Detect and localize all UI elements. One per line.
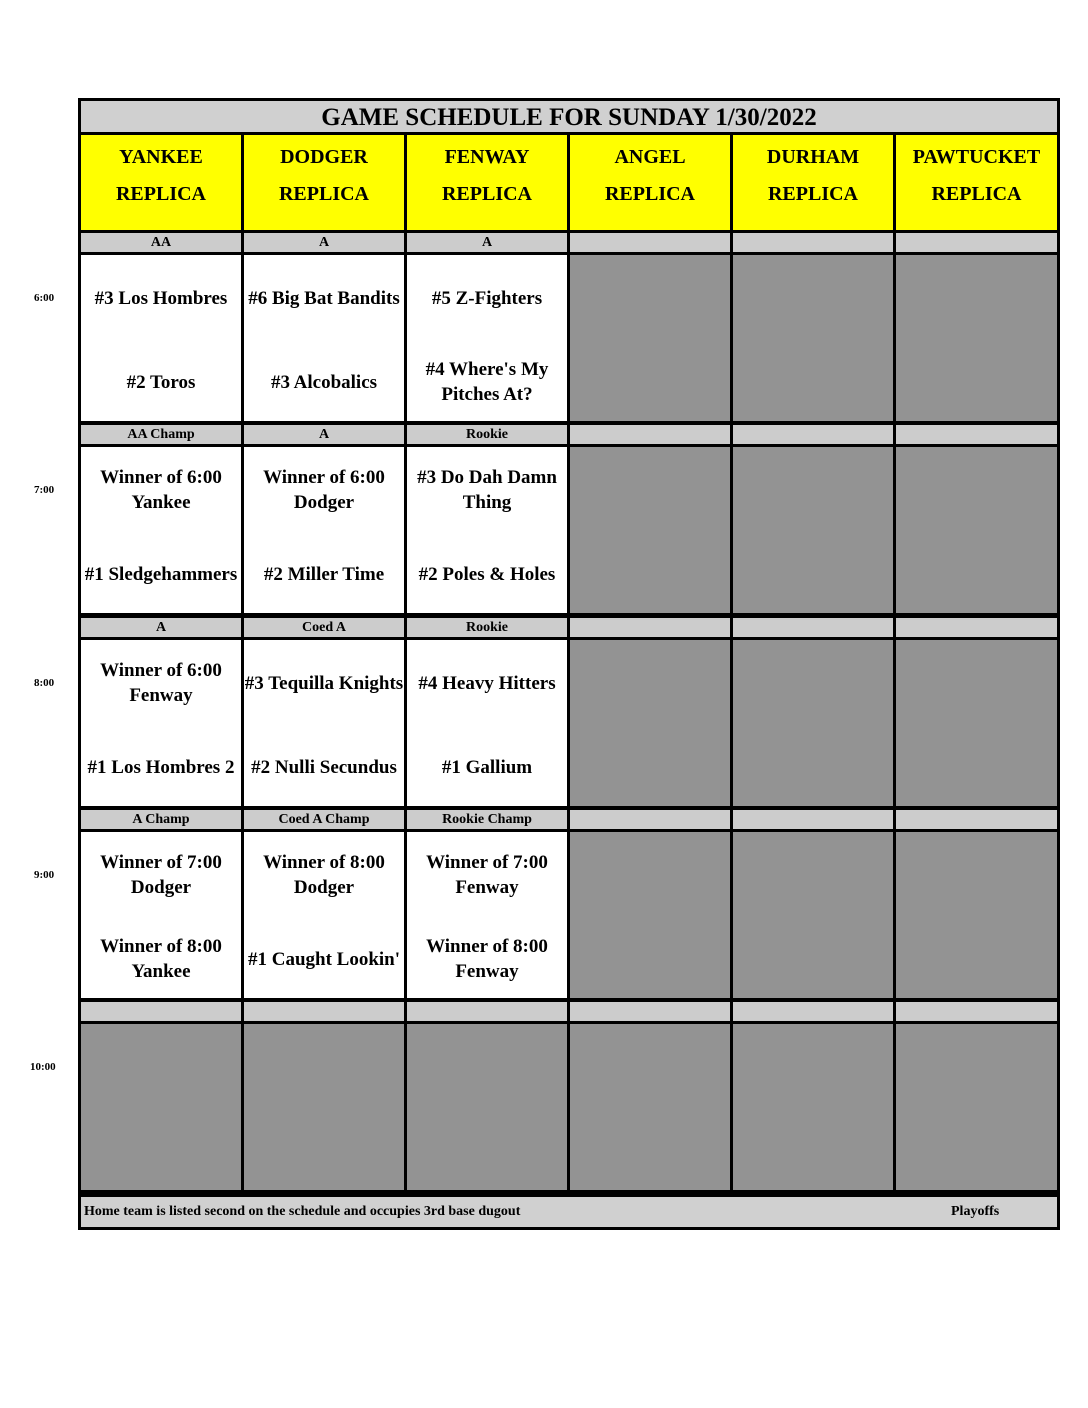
- game-cell: [81, 832, 241, 998]
- empty-slot: [570, 1024, 730, 1190]
- field-subtitle: REPLICA: [931, 183, 1022, 205]
- home-team: Winner of 8:00 Fenway: [426, 936, 548, 982]
- field-name: PAWTUCKET: [912, 146, 1041, 168]
- field-name: FENWAY: [444, 146, 530, 168]
- schedule-table: [78, 98, 1060, 1230]
- empty-slot: [896, 1024, 1057, 1190]
- playoffs-label: Playoffs: [951, 1204, 1000, 1219]
- division-label: A: [244, 425, 404, 444]
- home-team: #1 Sledgehammers: [84, 563, 238, 585]
- home-team: #1 Los Hombres 2: [87, 756, 235, 778]
- empty-slot: [81, 1024, 241, 1190]
- home-team: #2 Poles & Holes: [418, 563, 556, 585]
- division-label: A: [407, 233, 567, 252]
- division-label: AA: [81, 233, 241, 252]
- empty-slot: [896, 832, 1057, 998]
- division-label: Rookie Champ: [407, 810, 567, 829]
- away-team: #5 Z-Fighters: [431, 287, 543, 309]
- away-team: Winner of 6:00 Dodger: [263, 467, 385, 513]
- home-team-note: Home team is listed second on the schedule and occupies 3rd base dugout: [84, 1204, 521, 1219]
- division-label: Rookie: [407, 425, 567, 444]
- empty-slot: [733, 447, 893, 613]
- division-label: [896, 618, 1057, 637]
- footer-row: [81, 1197, 1057, 1227]
- field-header-4: [733, 135, 893, 230]
- division-label: [733, 425, 893, 444]
- division-label: [570, 618, 730, 637]
- empty-slot: [733, 832, 893, 998]
- game-cell: [407, 447, 567, 613]
- away-team: #3 Tequilla Knights: [244, 672, 404, 694]
- game-cell: [81, 255, 241, 421]
- field-subtitle: REPLICA: [278, 183, 369, 205]
- game-cell: [244, 447, 404, 613]
- field-header-0: [81, 135, 241, 230]
- empty-slot: [244, 1024, 404, 1190]
- empty-slot: [407, 1024, 567, 1190]
- away-team: Winner of 6:00 Yankee: [100, 467, 222, 513]
- time-label: 10:00: [30, 1061, 56, 1073]
- home-team: #2 Nulli Secundus: [251, 756, 397, 778]
- game-cell: [244, 255, 404, 421]
- division-label: [570, 1002, 730, 1021]
- game-cell: [81, 447, 241, 613]
- division-label: [81, 1002, 241, 1021]
- empty-slot: [896, 447, 1057, 613]
- division-label: Coed A: [244, 618, 404, 637]
- division-label: [570, 425, 730, 444]
- field-subtitle: REPLICA: [115, 183, 206, 205]
- empty-slot: [733, 255, 893, 421]
- division-label: [733, 1002, 893, 1021]
- empty-slot: [570, 640, 730, 806]
- field-subtitle: REPLICA: [604, 183, 695, 205]
- division-label: AA Champ: [81, 425, 241, 444]
- game-cell: [244, 640, 404, 806]
- home-team: #3 Alcobalics: [270, 371, 378, 393]
- game-cell: [244, 832, 404, 998]
- empty-slot: [570, 255, 730, 421]
- away-team: Winner of 7:00 Dodger: [100, 852, 222, 898]
- away-team: #3 Do Dah Damn Thing: [417, 467, 557, 513]
- time-label: 8:00: [34, 677, 55, 689]
- field-subtitle: REPLICA: [441, 183, 532, 205]
- field-subtitle: REPLICA: [767, 183, 858, 205]
- division-label: [896, 425, 1057, 444]
- empty-slot: [733, 1024, 893, 1190]
- field-header-3: [570, 135, 730, 230]
- empty-slot: [733, 640, 893, 806]
- home-team: #1 Gallium: [441, 756, 533, 778]
- division-label: [570, 233, 730, 252]
- field-header-1: [244, 135, 404, 230]
- division-label: [733, 618, 893, 637]
- home-team: #2 Toros: [126, 371, 196, 393]
- division-label: A: [81, 618, 241, 637]
- home-team: Winner of 8:00 Yankee: [100, 936, 222, 982]
- empty-slot: [896, 255, 1057, 421]
- field-name: ANGEL: [614, 146, 686, 168]
- home-team: #1 Caught Lookin': [247, 948, 401, 970]
- game-cell: [407, 832, 567, 998]
- division-label: Rookie: [407, 618, 567, 637]
- division-label: [896, 810, 1057, 829]
- game-cell: [407, 640, 567, 806]
- division-label: [896, 1002, 1057, 1021]
- empty-slot: [570, 447, 730, 613]
- time-label: 9:00: [34, 869, 55, 881]
- time-label: 6:00: [34, 292, 55, 304]
- home-team: #2 Miller Time: [263, 563, 385, 585]
- away-team: Winner of 8:00 Dodger: [263, 852, 385, 898]
- division-label: [570, 810, 730, 829]
- division-label: [896, 233, 1057, 252]
- schedule-title: GAME SCHEDULE FOR SUNDAY 1/30/2022: [81, 101, 1057, 135]
- home-team: #4 Where's My Pitches At?: [425, 359, 549, 405]
- empty-slot: [570, 832, 730, 998]
- field-name: DODGER: [280, 146, 368, 168]
- away-team: #6 Big Bat Bandits: [248, 287, 400, 309]
- division-label: A: [244, 233, 404, 252]
- division-label: A Champ: [81, 810, 241, 829]
- field-header-5: [896, 135, 1057, 230]
- away-team: #4 Heavy Hitters: [418, 672, 556, 694]
- away-team: Winner of 7:00 Fenway: [426, 852, 548, 898]
- game-cell: [81, 640, 241, 806]
- division-label: [407, 1002, 567, 1021]
- empty-slot: [896, 640, 1057, 806]
- game-cell: [407, 255, 567, 421]
- time-label: 7:00: [34, 484, 55, 496]
- division-label: [733, 810, 893, 829]
- field-name: DURHAM: [766, 146, 860, 168]
- division-label: [733, 233, 893, 252]
- field-header-2: [407, 135, 567, 230]
- field-name: YANKEE: [119, 146, 203, 168]
- away-team: #3 Los Hombres: [94, 287, 228, 309]
- division-label: [244, 1002, 404, 1021]
- away-team: Winner of 6:00 Fenway: [100, 660, 222, 706]
- division-label: Coed A Champ: [244, 810, 404, 829]
